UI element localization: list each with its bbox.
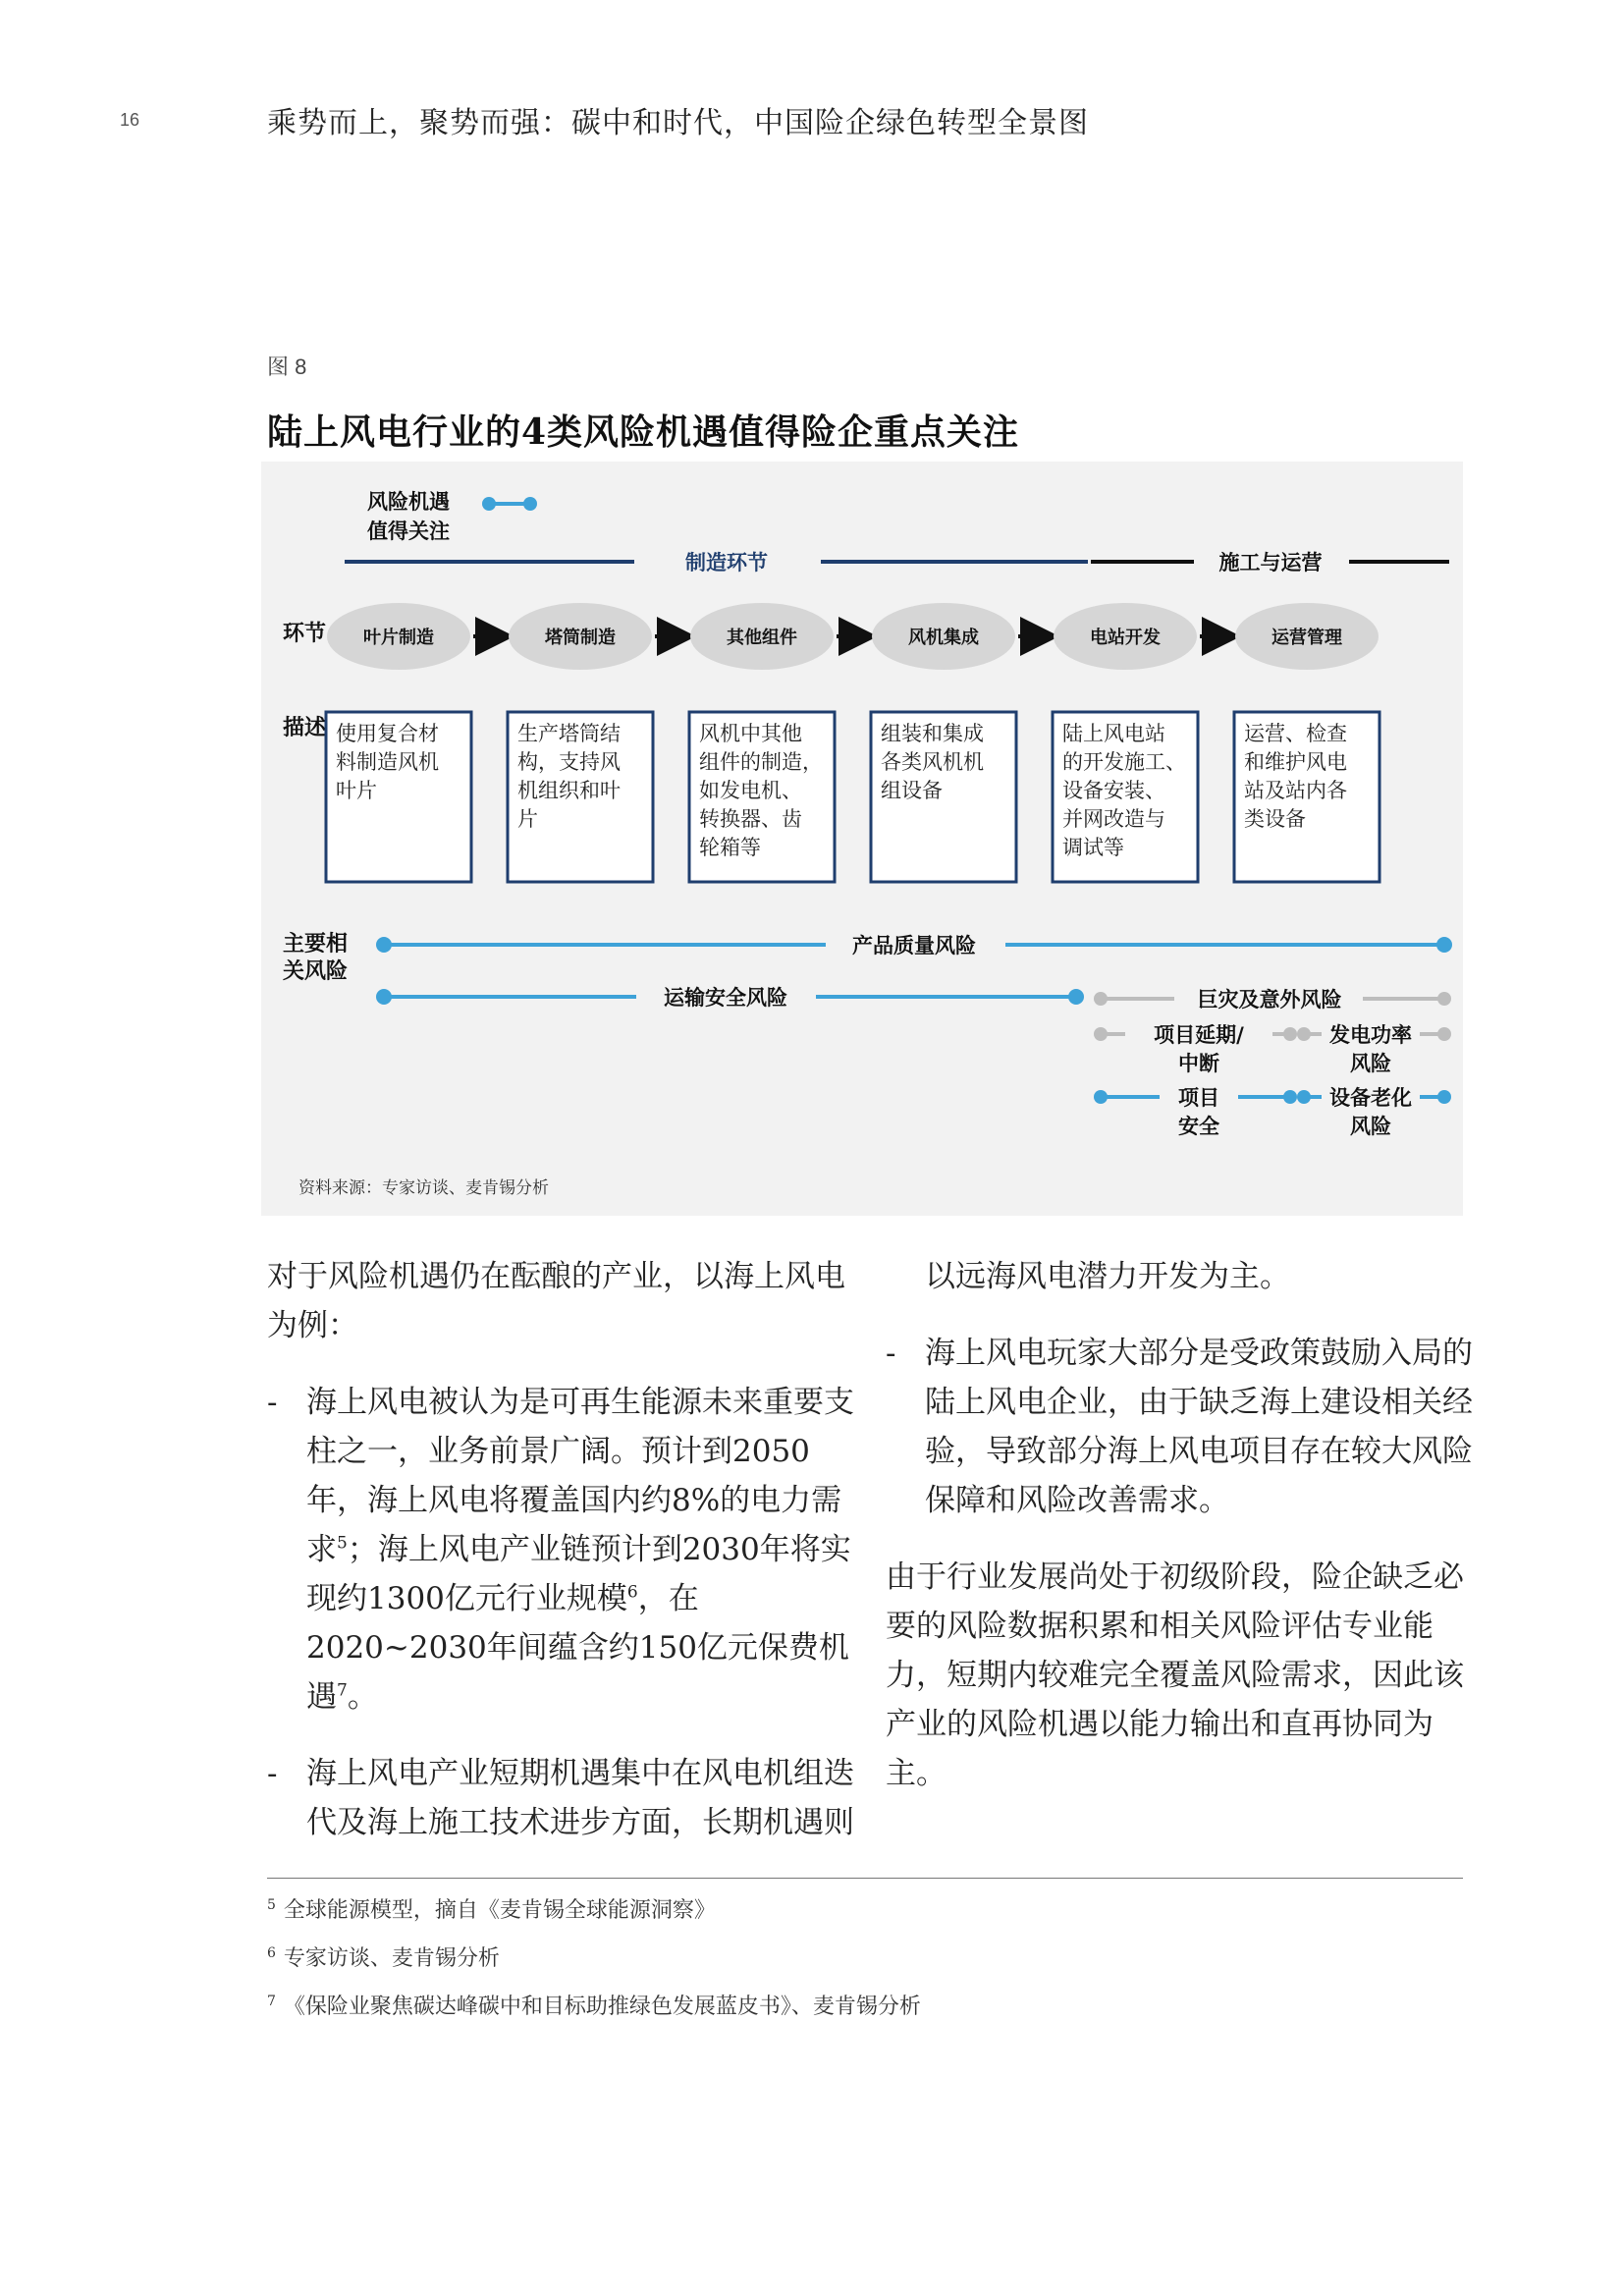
power-dot-end bbox=[1437, 1027, 1451, 1041]
catastrophe-label: 巨灾及意外风险 bbox=[1197, 987, 1342, 1011]
delay-dot-start bbox=[1094, 1027, 1108, 1041]
legend-dot-right bbox=[523, 497, 537, 511]
delay-label-2: 中断 bbox=[1178, 1051, 1219, 1075]
description-text: 组设备 bbox=[881, 779, 943, 802]
description-text: 构，支持风 bbox=[517, 750, 621, 774]
page-number: 16 bbox=[120, 110, 140, 130]
description-text: 运营、检查 bbox=[1244, 722, 1347, 745]
description-text: 调试等 bbox=[1062, 836, 1124, 859]
left-bullet-1 bbox=[267, 1378, 856, 1722]
row-label-risks-1: 主要相 bbox=[283, 931, 349, 957]
figure-source: 资料来源：专家访谈、麦肯锡分析 bbox=[298, 1178, 549, 1198]
description-text: 组件的制造， bbox=[699, 750, 823, 774]
power-label-2: 风险 bbox=[1350, 1051, 1391, 1075]
stage-label: 电站开发 bbox=[1090, 628, 1161, 648]
transport-label: 运输安全风险 bbox=[664, 985, 787, 1010]
description-text: 料制造风机 bbox=[336, 750, 439, 774]
aging-label-1: 设备老化 bbox=[1329, 1085, 1412, 1110]
footnote-divider bbox=[267, 1878, 1463, 1879]
stage-label: 运营管理 bbox=[1271, 628, 1342, 648]
footnote-ref-5: 5 bbox=[337, 1533, 348, 1554]
description-text: 设备安装、 bbox=[1062, 779, 1165, 802]
transport-dot-end bbox=[1068, 989, 1084, 1005]
description-text: 使用复合材 bbox=[336, 722, 439, 745]
row-label-description: 描述 bbox=[283, 715, 327, 740]
safety-label-1: 项目 bbox=[1178, 1085, 1219, 1110]
footnote-item bbox=[267, 1895, 1445, 1927]
legend-label-2: 值得关注 bbox=[367, 519, 450, 543]
footnote-text: 《保险业聚焦碳达峰碳中和目标助推绿色发展蓝皮书》、麦肯锡分析 bbox=[283, 1995, 921, 2019]
power-dot-start bbox=[1297, 1027, 1311, 1041]
footnote-item bbox=[267, 1943, 1445, 1975]
description-text: 生产塔筒结 bbox=[517, 722, 621, 745]
safety-label-2: 安全 bbox=[1178, 1114, 1219, 1138]
figure-label: 图 8 bbox=[267, 355, 307, 379]
catastrophe-dot-end bbox=[1437, 992, 1451, 1006]
safety-dot-start bbox=[1094, 1090, 1108, 1104]
legend-dot-left bbox=[482, 497, 496, 511]
footnote-number: 5 bbox=[267, 1896, 276, 1913]
footnotes bbox=[267, 1895, 1445, 2040]
delay-dot-end bbox=[1283, 1027, 1297, 1041]
aging-dot-start bbox=[1297, 1090, 1311, 1104]
row-label-stage: 环节 bbox=[283, 621, 327, 646]
footnote-item bbox=[267, 1992, 1445, 2023]
body-right-column bbox=[886, 1252, 1475, 1826]
body-left-column bbox=[267, 1252, 856, 1875]
description-text: 陆上风电站 bbox=[1062, 722, 1165, 745]
description-text: 片 bbox=[517, 807, 538, 831]
transport-dot-start bbox=[376, 989, 392, 1005]
footnote-ref-6: 6 bbox=[626, 1582, 638, 1603]
figure-title: 陆上风电行业的4类风险机遇值得险企重点关注 bbox=[267, 411, 1020, 453]
legend-label-1: 风险机遇 bbox=[367, 489, 450, 514]
description-text: 转换器、齿 bbox=[699, 807, 802, 831]
description-text: 叶片 bbox=[336, 779, 377, 802]
left-bullet-1-part-d: 。 bbox=[347, 1679, 378, 1715]
stage-flow bbox=[327, 603, 1379, 670]
bullet-dash: - bbox=[267, 1385, 278, 1420]
description-boxes bbox=[326, 712, 1380, 882]
left-bullet-1-part-a: 海上风电被认为是可再生能源未来重要支柱之一，业务前景广阔。预计到2050年，海上风电将覆盖国内约8%的电力需求 bbox=[306, 1385, 854, 1567]
footnote-number: 7 bbox=[267, 1993, 276, 2009]
left-bullet-2 bbox=[267, 1749, 856, 1847]
description-text: 风机中其他 bbox=[699, 722, 802, 745]
stage-label: 塔筒制造 bbox=[545, 628, 616, 648]
aging-dot-end bbox=[1437, 1090, 1451, 1104]
description-text: 和维护风电 bbox=[1244, 750, 1347, 774]
description-text: 的开发施工、 bbox=[1062, 750, 1186, 774]
figure-panel bbox=[261, 462, 1463, 1216]
running-header: 乘势而上，聚势而强：碳中和时代，中国险企绿色转型全景图 bbox=[267, 106, 1089, 140]
description-text: 组装和集成 bbox=[881, 722, 984, 745]
stage-label: 叶片制造 bbox=[363, 628, 434, 648]
left-bullet-1-part-b: ；海上风电产业链预计到2030年将实现约1300亿元行业规模 bbox=[306, 1532, 851, 1616]
description-text: 轮箱等 bbox=[699, 836, 761, 859]
stage-label: 风机集成 bbox=[908, 628, 979, 648]
safety-dot-end bbox=[1283, 1090, 1297, 1104]
left-bullet-2-text: 海上风电产业短期机遇集中在风电机组迭代及海上施工技术进步方面，长期机遇则 bbox=[306, 1756, 854, 1840]
bullet-dash: - bbox=[886, 1336, 896, 1371]
right-bullet bbox=[886, 1329, 1475, 1525]
product-quality-label: 产品质量风险 bbox=[852, 933, 976, 957]
footnote-ref-7: 7 bbox=[337, 1680, 348, 1701]
stage-label: 其他组件 bbox=[727, 628, 797, 648]
description-text: 机组织和叶 bbox=[517, 779, 621, 802]
left-bullet-1-part-c: ，在2020~2030年间蕴含约150亿元保费机遇 bbox=[306, 1581, 849, 1715]
bullet-dash: - bbox=[267, 1756, 278, 1791]
row-label-risks-2: 关风险 bbox=[283, 958, 349, 984]
aging-label-2: 风险 bbox=[1350, 1114, 1391, 1138]
footnote-text: 专家访谈、麦肯锡分析 bbox=[283, 1946, 500, 1971]
description-text: 并网改造与 bbox=[1062, 807, 1165, 831]
product-quality-dot-start bbox=[376, 937, 392, 953]
construction-label: 施工与运营 bbox=[1218, 550, 1323, 574]
right-continuation: 以远海风电潜力开发为主。 bbox=[925, 1259, 1290, 1294]
description-text: 如发电机、 bbox=[699, 779, 802, 802]
right-paragraph: 由于行业发展尚处于初级阶段，险企缺乏必要的风险数据积累和相关风险评估专业能力，短期内较难完全覆盖风险需求，因此该产业的风险机遇以能力输出和直再协同为主。 bbox=[886, 1559, 1464, 1791]
product-quality-dot-end bbox=[1436, 937, 1452, 953]
power-label-1: 发电功率 bbox=[1329, 1022, 1412, 1047]
right-bullet-text: 海上风电玩家大部分是受政策鼓励入局的陆上风电企业，由于缺乏海上建设相关经验，导致部分海上风电项目存在较大风险保障和风险改善需求。 bbox=[925, 1336, 1473, 1518]
delay-label-1: 项目延期/ bbox=[1154, 1022, 1244, 1047]
catastrophe-dot-start bbox=[1094, 992, 1108, 1006]
footnote-text: 全球能源模型，摘自《麦肯锡全球能源洞察》 bbox=[283, 1898, 716, 1923]
risk-diagram bbox=[261, 462, 1463, 1216]
description-text: 站及站内各 bbox=[1244, 779, 1347, 802]
description-text: 各类风机机 bbox=[881, 750, 984, 774]
manufacturing-label: 制造环节 bbox=[685, 550, 768, 574]
footnote-number: 6 bbox=[267, 1944, 276, 1961]
left-intro: 对于风险机遇仍在酝酿的产业，以海上风电为例： bbox=[267, 1259, 845, 1343]
description-text: 类设备 bbox=[1244, 807, 1306, 831]
